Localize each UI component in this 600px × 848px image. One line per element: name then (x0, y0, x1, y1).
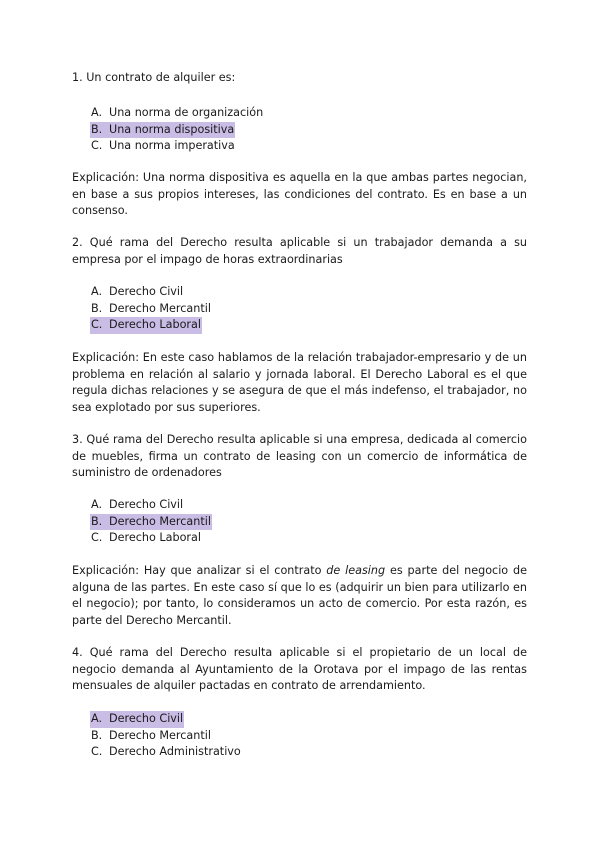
option-4b: B. Derecho Mercantil (91, 728, 211, 742)
option-3a: A. Derecho Civil (91, 498, 184, 511)
explanation-1: Explicación: Una norma dispositiva es aquella en la que ambas partes negocian, en base a sus propios intereses, las condiciones del contrato. Es en base a un consenso. (72, 171, 527, 217)
option-1a: A. Una norma de organización (91, 106, 264, 119)
option-1c: C. Una norma imperativa (91, 139, 235, 152)
option-4c: C. Derecho Administrativo (91, 745, 241, 758)
option-2b: B. Derecho Mercantil (91, 301, 211, 315)
option-4a: A. Derecho Civil (90, 711, 242, 728)
question-1-options (90, 105, 264, 155)
explanation-3: Explicación: Hay que analizar si el contrato de leasing es parte del negocio de alguna de las partes. En este caso sí que lo es (adquirir un bien para utilizarlo en el negocio); por tanto, lo consideramos un acto de comercio. Por esta razón, es parte del Derecho Mercantil. (72, 564, 527, 627)
question-2-text: 2. Qué rama del Derecho resulta aplicable si un trabajador demanda a su empresa por el impago de horas extraordinarias (72, 236, 527, 266)
question-4-options (90, 711, 242, 761)
option-3c: C. Derecho Laboral (91, 531, 201, 544)
option-2a: A. Derecho Civil (91, 285, 184, 298)
option-1b: B. Una norma dispositiva (90, 122, 264, 139)
question-3-options (90, 497, 212, 547)
option-2c: C. Derecho Laboral (90, 317, 212, 334)
explanation-2: Explicación: En este caso hablamos de la relación trabajador-empresario y de un problema en relación al salario y jornada laboral. El Derecho Laboral es el que regula dichas relaciones y se asegura de que el más indefenso, el trabajador, no sea explotado por sus superiores. (72, 351, 527, 414)
option-3b: B. Derecho Mercantil (90, 514, 212, 531)
question-2-options (90, 284, 212, 334)
question-3-text: 3. Qué rama del Derecho resulta aplicable si una empresa, dedicada al comercio de muebles, firma un contrato de leasing con un comercio de informática de suministro de ordenadores (72, 433, 527, 479)
question-4-text: 4. Qué rama del Derecho resulta aplicable si el propietario de un local de negocio demanda al Ayuntamiento de la Orotava por el impago de las rentas mensuales de alquiler pactadas en contrato de arrendamiento. (72, 646, 527, 692)
question-1-text: 1. Un contrato de alquiler es: (72, 71, 236, 84)
